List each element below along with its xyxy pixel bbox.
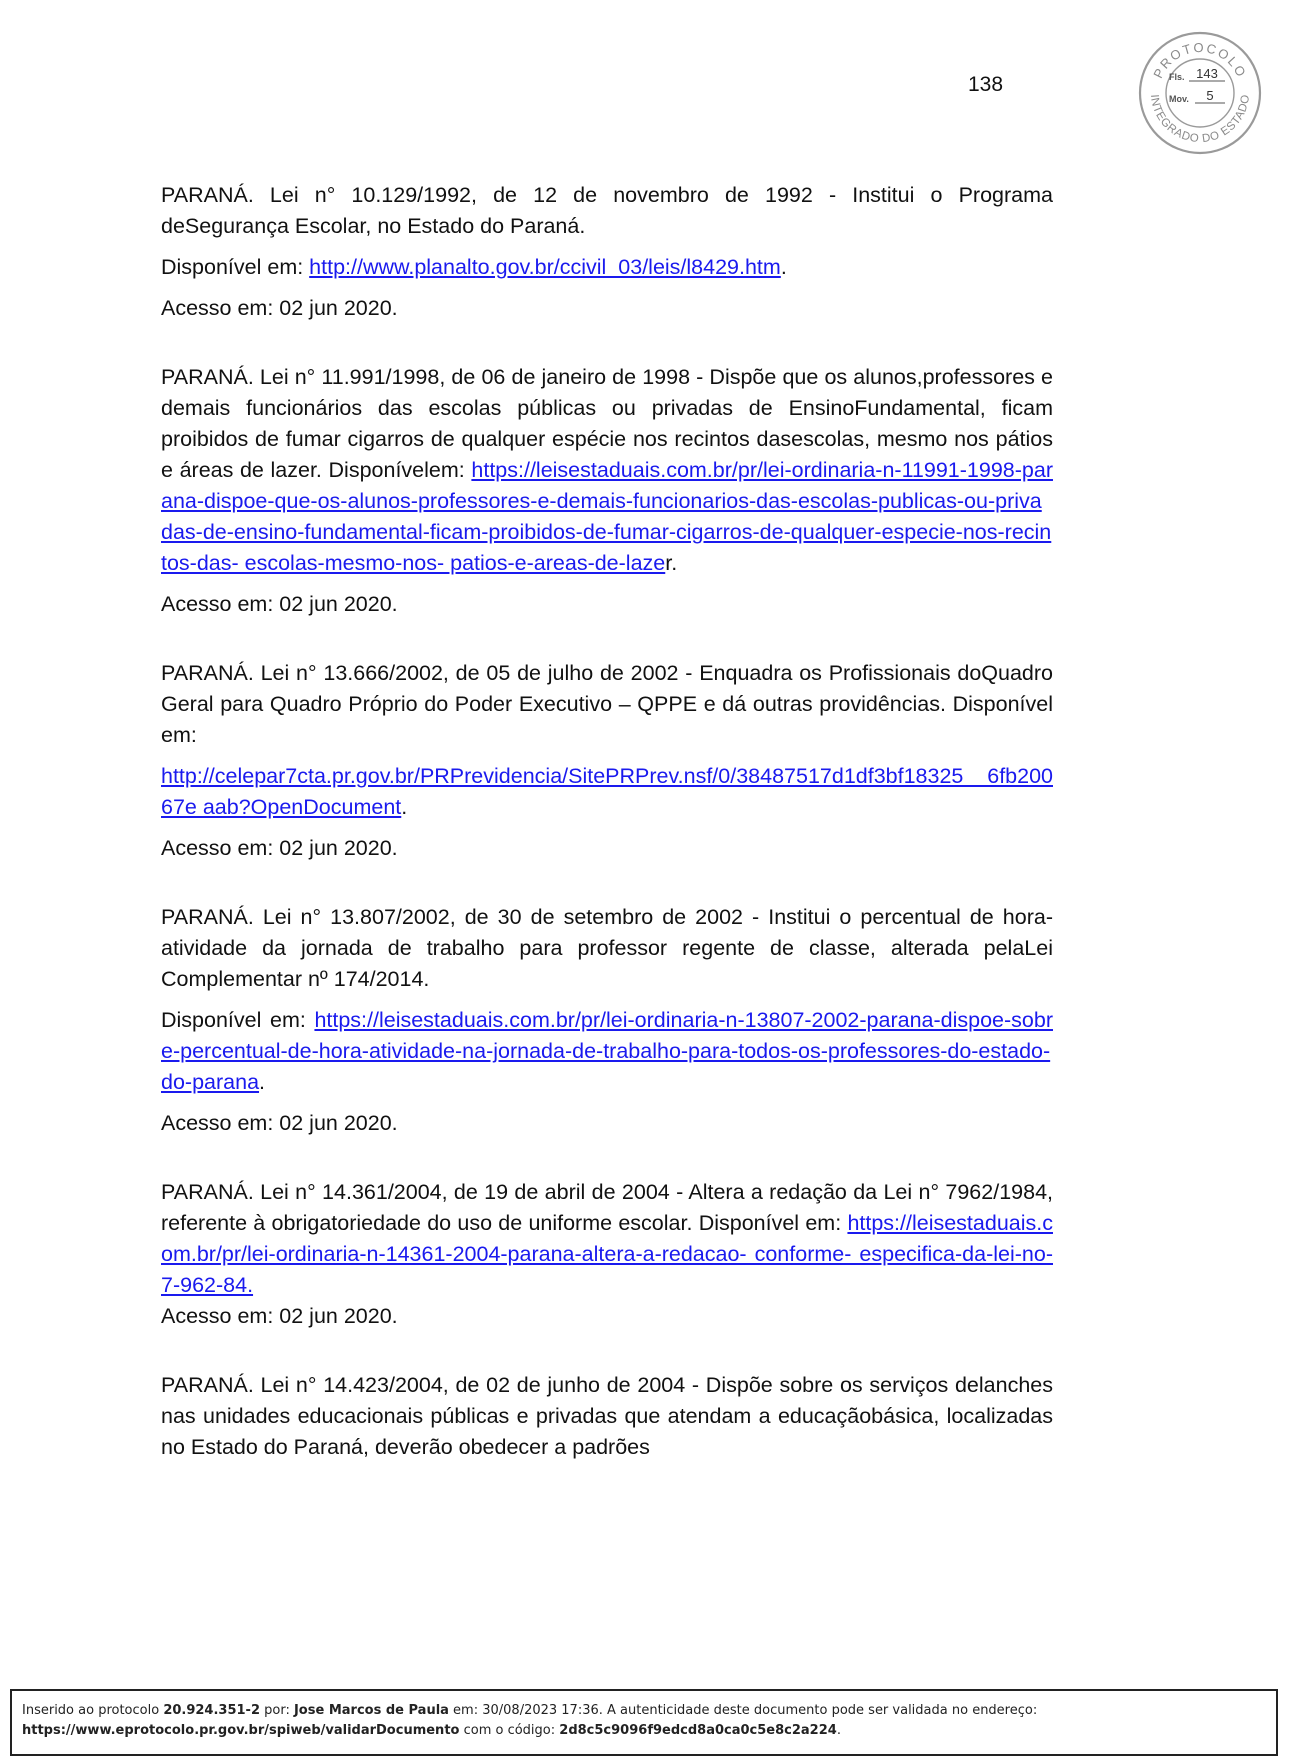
- references-list: [161, 180, 1053, 1501]
- validation-code: 2d8c5c9096f9edcd8a0ca0c5e8c2a224: [559, 1723, 837, 1738]
- reference-text: PARANÁ. Lei n° 13.666/2002, de 05 de julho de 2002 - Enquadra os Profissionais doQuadro Geral para Quadro Próprio do Poder Executivo – QPPE e dá outras providências. Disponível em:: [161, 661, 1053, 747]
- reference-link[interactable]: https://leisestaduais.com.br/pr/lei-ordinaria-n-14361-2004-parana-altera-a-redacao- conforme- especifica-da-lei-no-7-962-84.: [161, 1211, 1053, 1297]
- stamp-mov-value: 5: [1206, 88, 1214, 103]
- author-name: Jose Marcos de Paula: [293, 1703, 449, 1718]
- reference-body: PARANÁ. Lei n° 14.361/2004, de 19 de abril de 2004 - Altera a redação da Lei n° 7962/1984, referente à obrigatoriedade do uso de uniforme escolar.: [161, 1180, 1053, 1235]
- reference-text: PARANÁ. Lei n° 10.129/1992, de 12 de novembro de 1992 - Institui o Programa deSegurança Escolar, no Estado do Paraná.: [161, 183, 1053, 238]
- availability-label: Disponível em:: [698, 1211, 848, 1235]
- link-suffix: r.: [665, 551, 678, 575]
- availability-line: [161, 1005, 1053, 1098]
- protocol-number: 20.924.351-2: [163, 1703, 260, 1718]
- reference-entry: [161, 1177, 1053, 1332]
- page-number: 138: [968, 73, 1004, 96]
- stamp-mov-label: Mov.: [1169, 94, 1189, 104]
- protocol-stamp: [1137, 30, 1263, 156]
- reference-text: [161, 1177, 1053, 1301]
- access-date: Acesso em: 02 jun 2020.: [161, 1111, 398, 1135]
- reference-entry: [161, 1370, 1053, 1463]
- availability-line: [161, 252, 1053, 283]
- footer-text: com o código:: [459, 1723, 560, 1738]
- stamp-fls-value: 143: [1196, 66, 1218, 81]
- reference-entry: [161, 362, 1053, 620]
- footer-line-2: [22, 1721, 1266, 1741]
- validation-footer: [10, 1689, 1278, 1756]
- reference-body: PARANÁ. Lei n° 11.991/1998, de 06 de janeiro de 1998 - Dispõe que os alunos,professores e demais funcionários das escolas públicas ou privadas de EnsinoFundamental, ficam proibidos de fumar cigarros de qualquer espécie nos recintos dasescolas, mesmo nos pátios e áreas de lazer.: [161, 365, 1053, 482]
- footer-text: Inserido ao protocolo: [22, 1703, 164, 1718]
- access-date: Acesso em: 02 jun 2020.: [161, 836, 398, 860]
- availability-line: [161, 761, 1053, 823]
- link-suffix: .: [259, 1070, 266, 1094]
- access-date: Acesso em: 02 jun 2020.: [161, 1304, 398, 1328]
- footer-text: .: [836, 1723, 841, 1738]
- stamp-fls-label: Fls.: [1169, 72, 1185, 82]
- reference-link[interactable]: http://www.planalto.gov.br/ccivil_03/leis/l8429.htm: [309, 255, 781, 279]
- link-suffix: .: [780, 255, 787, 279]
- link-suffix: .: [401, 795, 408, 819]
- access-date: Acesso em: 02 jun 2020.: [161, 296, 398, 320]
- stamp-top-text: PROTOCOLO: [1150, 39, 1250, 81]
- reference-entry: [161, 658, 1053, 864]
- reference-text: PARANÁ. Lei n° 13.807/2002, de 30 de setembro de 2002 - Institui o percentual de hora-atividade da jornada de trabalho para professor regente de classe, alterada pelaLei Complementar nº 174/2014.: [161, 905, 1053, 991]
- availability-label: Disponível em:: [161, 255, 310, 279]
- footer-text: por:: [260, 1703, 294, 1718]
- validation-url[interactable]: https://www.eprotocolo.pr.gov.br/spiweb/validarDocumento: [22, 1723, 460, 1738]
- access-date: Acesso em: 02 jun 2020.: [161, 592, 398, 616]
- reference-link[interactable]: https://leisestaduais.com.br/pr/lei-ordinaria-n-13807-2002-parana-dispoe-sobre-percentual-de-hora-atividade-na-jornada-de-trabalho-para-todos-os-professores-do-estado-do-parana: [161, 1008, 1053, 1094]
- reference-text: [161, 362, 1053, 579]
- footer-line-1: [22, 1701, 1266, 1721]
- footer-text: em: 30/08/2023 17:36. A autenticidade deste documento pode ser validada no endereço:: [448, 1703, 1038, 1718]
- availability-label: Disponível em:: [161, 1008, 315, 1032]
- stamp-bottom-text: INTEGRADO DO ESTADO: [1148, 93, 1253, 146]
- reference-entry: [161, 902, 1053, 1139]
- reference-entry: [161, 180, 1053, 324]
- reference-link[interactable]: http://celepar7cta.pr.gov.br/PRPrevidencia/SitePRPrev.nsf/0/38487517d1df3bf18325 6fb200 67e aab?OpenDocument: [161, 764, 1053, 819]
- availability-label: Disponívelem:: [328, 458, 465, 482]
- reference-link[interactable]: https://leisestaduais.com.br/pr/lei-ordinaria-n-11991-1998-parana-dispoe-que-os-alunos-professores-e-demais-funcionarios-das-escolas-publicas-ou-privadas-de-ensino-fundamental-ficam-proibidos-de-fumar-cigarros-de-qualquer-especie-nos-recintos-das- escolas-mesmo-nos- patios-e-areas-de-laze: [161, 458, 1053, 575]
- reference-text: PARANÁ. Lei n° 14.423/2004, de 02 de junho de 2004 - Dispõe sobre os serviços delanches nas unidades educacionais públicas e privadas que atendam a educaçãobásica, localizadas no Estado do Paraná, deverão obedecer a padrões: [161, 1373, 1053, 1459]
